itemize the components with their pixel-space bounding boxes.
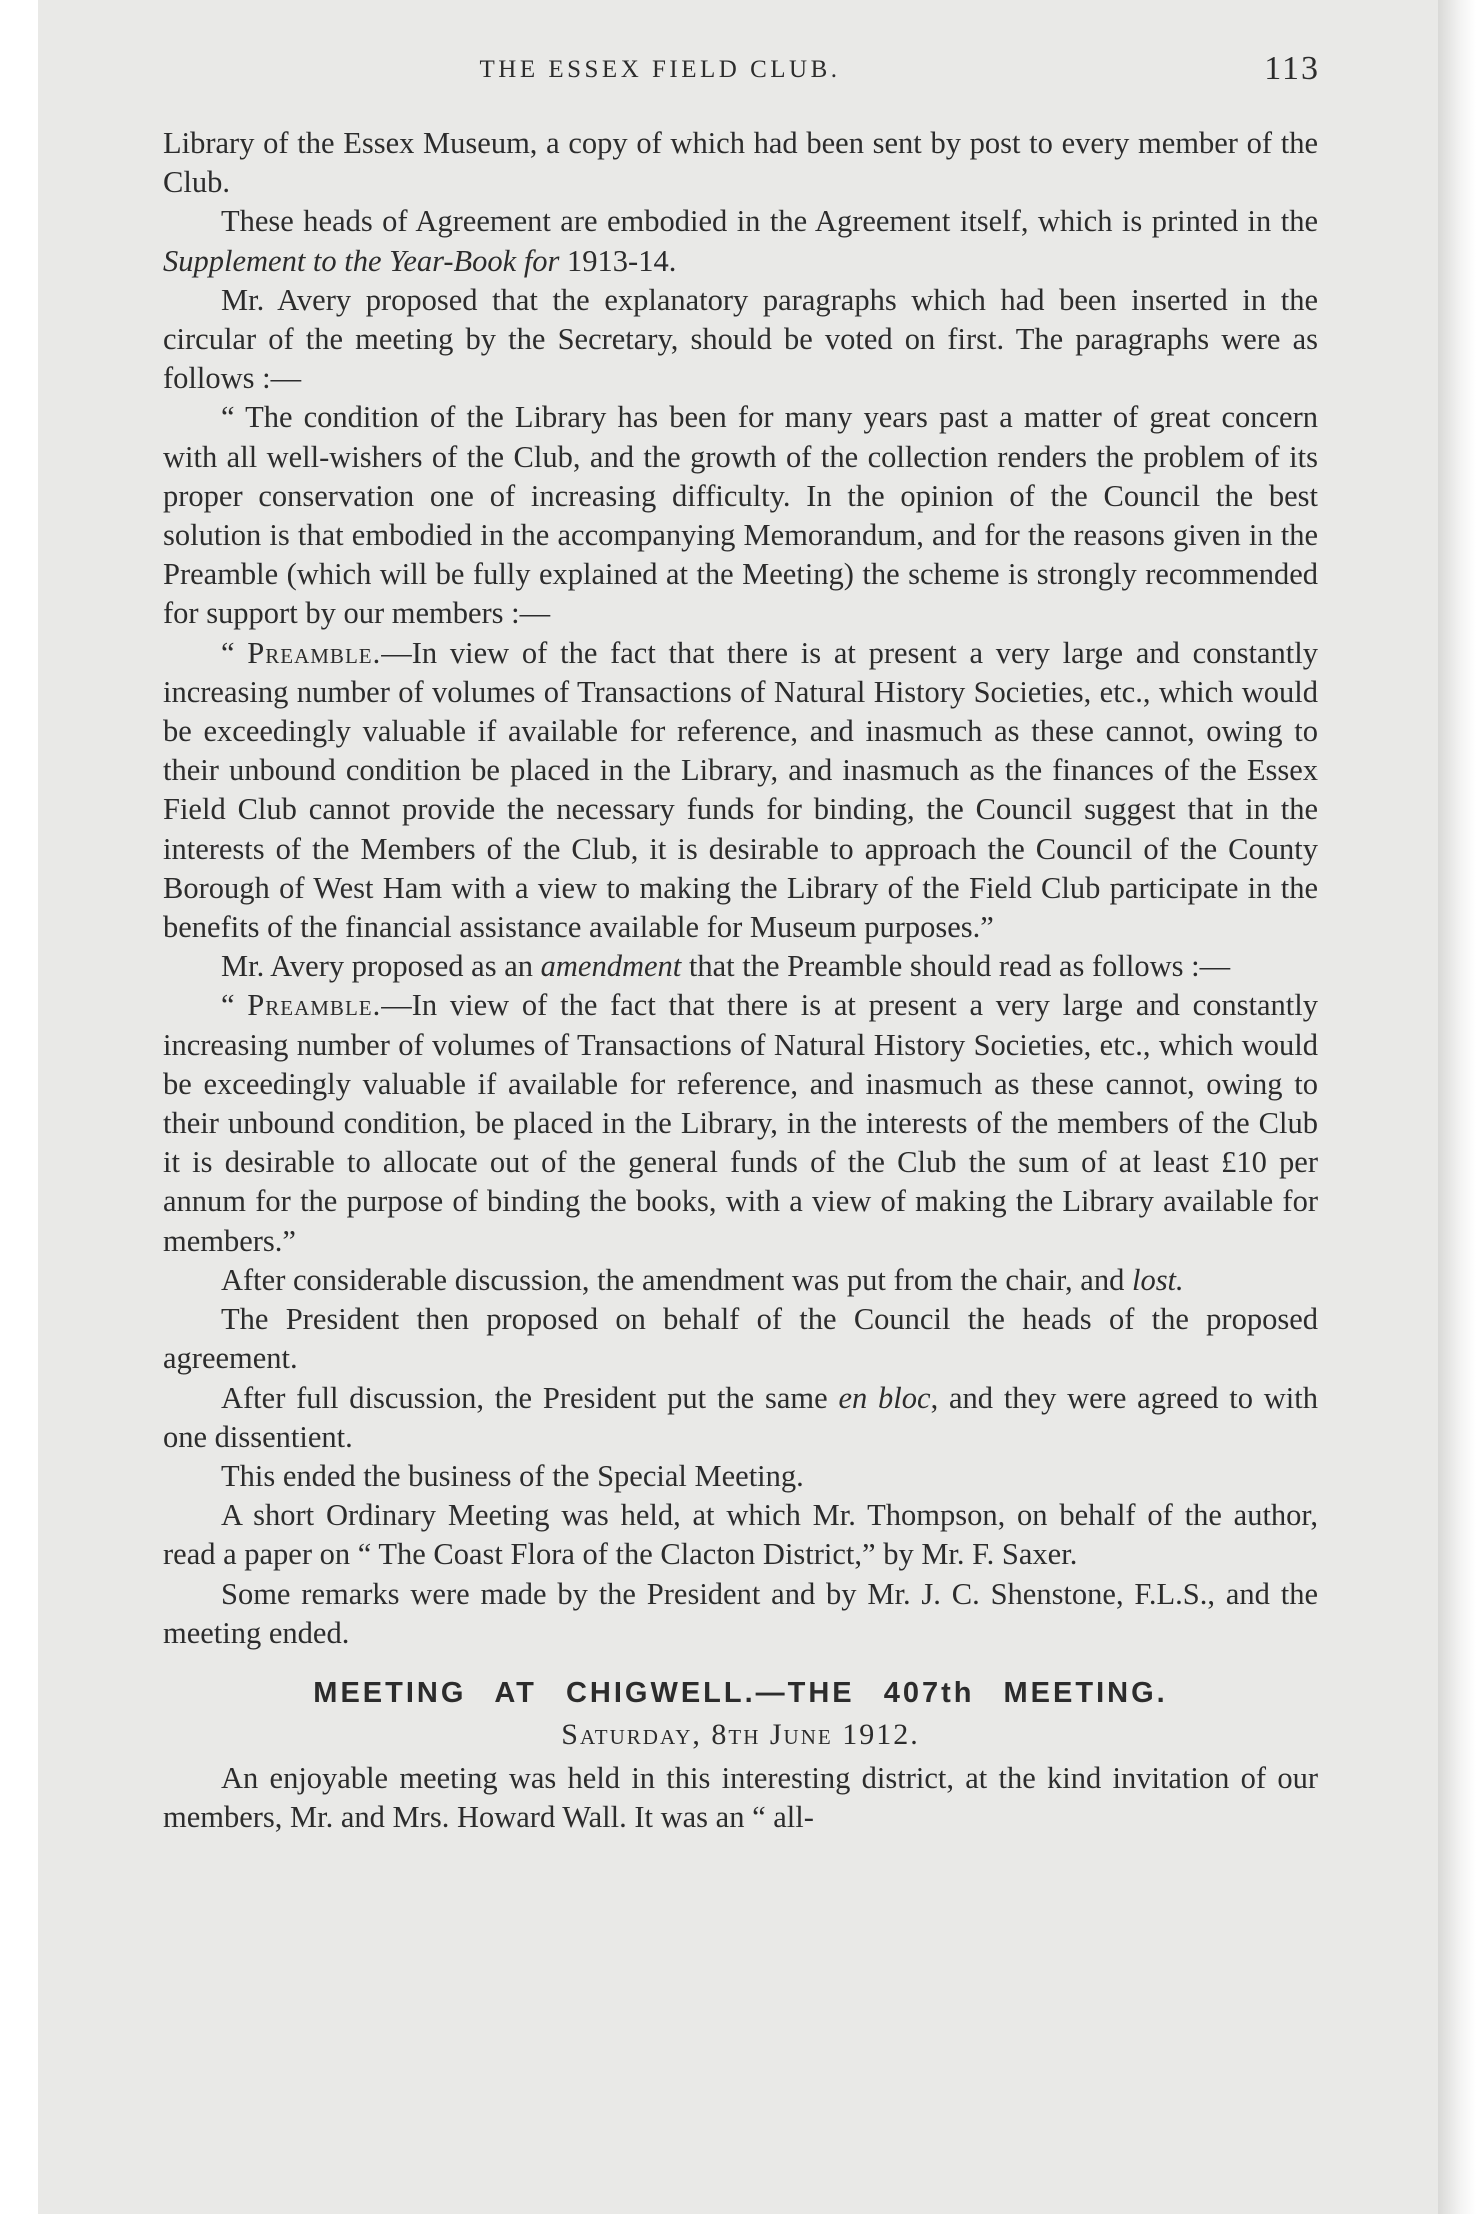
paragraph-text: 1913-14.	[559, 243, 677, 278]
paragraph	[163, 634, 1318, 948]
quote-mark: “	[221, 635, 248, 670]
paragraph-text: After considerable discussion, the amendment was put from the chair, and	[221, 1262, 1132, 1297]
paragraph	[163, 398, 1318, 633]
running-head-title: THE ESSEX FIELD CLUB.	[479, 56, 841, 83]
italic-word: en bloc	[838, 1380, 931, 1415]
paragraph-text: This ended the business of the Special Meeting.	[221, 1458, 804, 1493]
quote-mark: “	[221, 988, 248, 1023]
preamble-label: Preamble.	[247, 988, 382, 1023]
paragraph	[163, 1261, 1318, 1300]
paragraph-text: —In view of the fact that there is at present a very large and constantly increasing number of volumes of Transactions of Natural History Societies, etc., which would be exceedingly valuable if available for reference, and inasmuch as these cannot, owing to their unbound condition be placed in the Library, and inasmuch as the finances of the Essex Field Club cannot provide the necessary funds for binding, the Council suggest that in the interests of the Members of the Club, it is desirable to approach the Council of the County Borough of West Ham with a view to making the Library of the Field Club participate in the benefits of the financial assistance available for Museum purposes.”	[163, 635, 1318, 945]
paragraph	[163, 124, 1318, 202]
paragraph-text: Mr. Avery proposed that the explanatory paragraphs which had been inserted in the circular of the meeting by the Secretary, should be voted on first. The paragraphs were as follows :—	[163, 282, 1318, 396]
paragraph	[163, 1496, 1318, 1574]
paragraph-text: Mr. Avery proposed as an	[221, 949, 541, 984]
paragraph-text: After full discussion, the President put the same	[221, 1380, 839, 1415]
page-edge	[1438, 0, 1476, 2214]
preamble-label: Preamble.	[247, 635, 382, 670]
italic-word: amendment	[540, 949, 682, 984]
paragraph	[163, 1759, 1318, 1837]
paragraph	[163, 947, 1318, 986]
paragraph	[163, 202, 1318, 280]
paragraph-text: —In view of the fact that there is at present a very large and constantly increasing number of volumes of Transactions of Natural History Societies, etc., which would be exceedingly valuable if available for reference, and inasmuch as these cannot, owing to their unbound condition, be placed in the Library, in the interests of the members of the Club it is desirable to allocate out of the general funds of the Club the sum of at least £10 per annum for the purpose of binding the books, with a view of making the Library available for members.”	[163, 988, 1318, 1258]
paragraph-text: Library of the Essex Museum, a copy of which had been sent by post to every member of the Club.	[163, 126, 1318, 200]
paragraph-text: Some remarks were made by the President and by Mr. J. C. Shenstone, F.L.S., and the meeting ended.	[163, 1576, 1318, 1650]
section-heading: MEETING AT CHIGWELL.—THE 407th MEETING.	[313, 1676, 1168, 1709]
paragraph	[163, 1300, 1318, 1378]
running-head	[160, 48, 1320, 96]
paragraph-text: “ The condition of the Library has been for many years past a matter of great concern with all well-wishers of the Club, and the growth of the collection renders the problem of its proper conservation one of increasing difficulty. In the opinion of the Council the best solution is that embodied in the accompanying Memorandum, and for the reasons given in the Preamble (which will be fully explained at the Meeting) the scheme is strongly recommended for support by our members :—	[163, 400, 1318, 631]
paragraph	[163, 1379, 1318, 1457]
paragraph-text: An enjoyable meeting was held in this interesting district, at the kind invitation of our members, Mr. and Mrs. Howard Wall. It was an “ all-	[163, 1760, 1318, 1835]
paragraph	[163, 1575, 1318, 1653]
page-number: 113	[1264, 50, 1320, 87]
paragraph-text: A short Ordinary Meeting was held, at which Mr. Thompson, on behalf of the author, read a paper on “ The Coast Flora of the Clacton District,” by Mr. F. Saxer.	[163, 1498, 1318, 1572]
body-text	[163, 124, 1318, 1837]
paragraph-text: These heads of Agreement are embodied in the Agreement itself, which is printed in the	[221, 204, 1318, 239]
paragraph-text: The President then proposed on behalf of the Council the heads of the proposed agreement.	[163, 1302, 1318, 1376]
italic-title: Supplement to the Year-Book for	[163, 243, 560, 278]
paragraph	[163, 986, 1318, 1260]
paragraph	[163, 1457, 1318, 1496]
paragraph	[163, 281, 1318, 399]
paragraph-text: that the Preamble should read as follows :—	[681, 949, 1231, 984]
section-date: Saturday, 8th June 1912.	[561, 1717, 920, 1751]
paragraph-text: , and they were agreed to with one dissentient.	[163, 1380, 1318, 1454]
italic-word: lost.	[1131, 1262, 1184, 1297]
